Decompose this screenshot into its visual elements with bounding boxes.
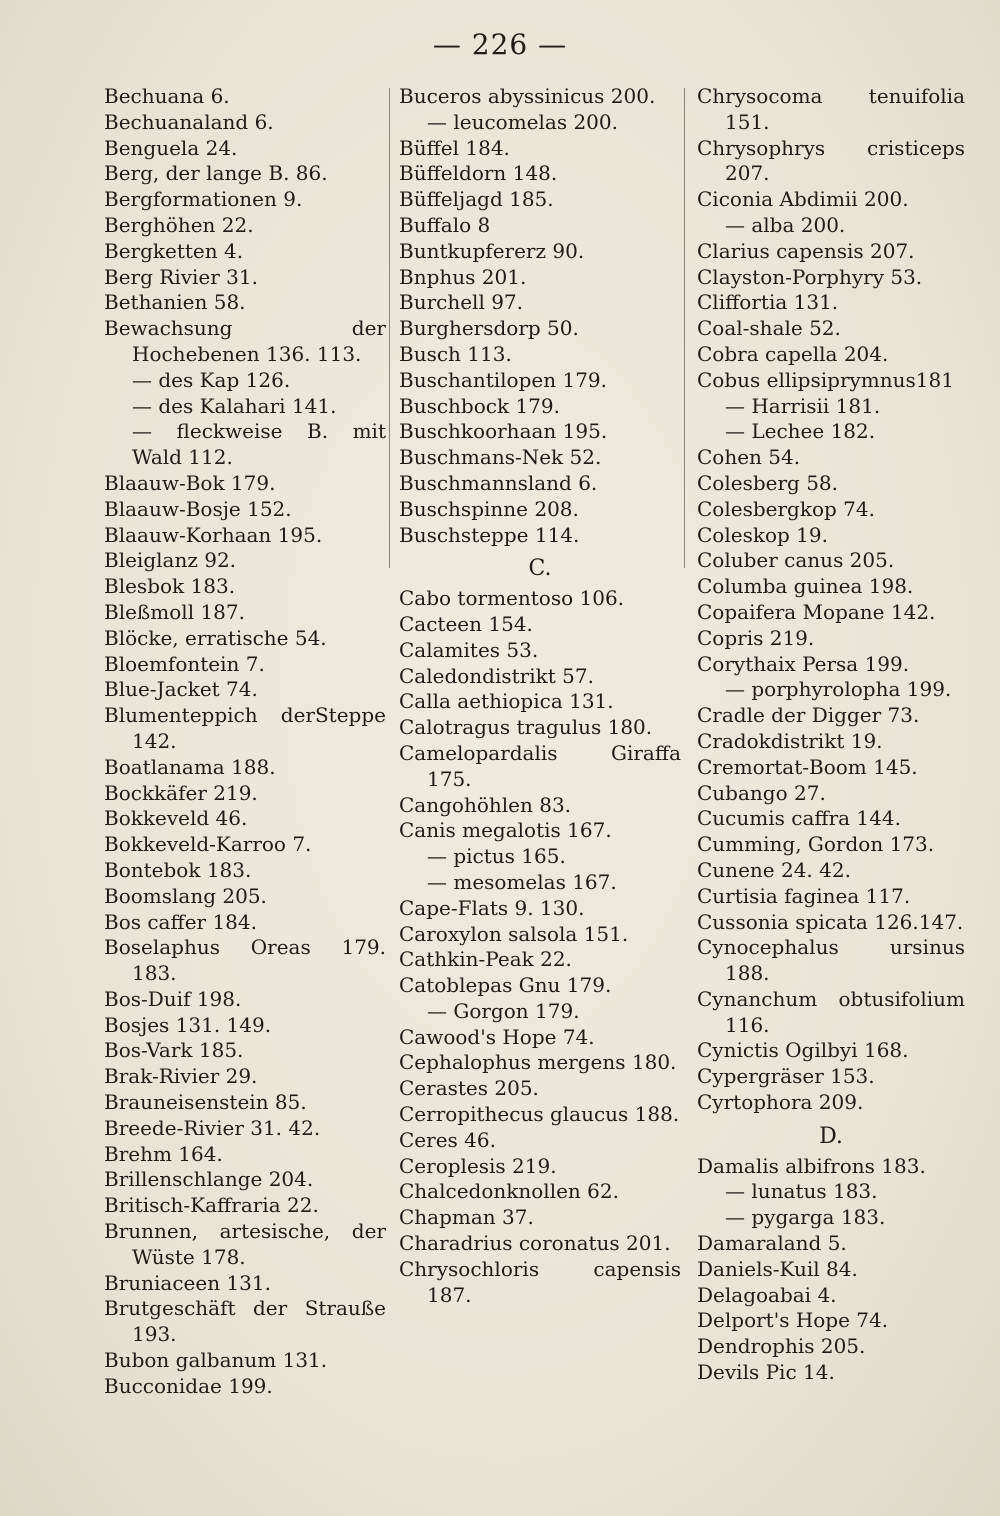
index-entry: Bleßmoll 187. — [104, 599, 245, 624]
letter-heading: C. — [528, 556, 552, 582]
index-entry: Bontebok 183. — [104, 857, 252, 882]
index-entry: Bockkäfer 219. — [104, 780, 258, 805]
index-entry: Chrysophrys cristiceps 207. — [697, 135, 965, 186]
index-entry: Cabo tormentoso 106. — [399, 586, 625, 611]
index-entry: Cyrtophora 209. — [697, 1090, 864, 1115]
index-entry: Cacteen 154. — [399, 611, 533, 636]
index-entry: Chrysocoma tenuifolia 151. — [697, 84, 965, 134]
index-entry: Bos-Duif 198. — [104, 986, 242, 1011]
index-entry: Coal-shale 52. — [697, 316, 841, 341]
index-entry: — mesomelas 167. — [427, 869, 617, 894]
index-entry: Ceres 46. — [399, 1127, 496, 1152]
index-entry: Charadrius coronatus 201. — [399, 1231, 671, 1256]
index-entry: — Lechee 182. — [725, 419, 876, 444]
index-entry: Bechuana 6. — [104, 84, 230, 108]
index-entry: Cobra capella 204. — [697, 341, 889, 366]
index-entry: Daniels-Kuil 84. — [697, 1256, 858, 1281]
index-entry: Blaauw-Bok 179. — [104, 470, 276, 495]
index-entry: Bos caffer 184. — [104, 909, 257, 934]
index-entry: Brauneisenstein 85. — [104, 1090, 307, 1115]
index-entry: Brutgeschäft der Strauße 193. — [104, 1296, 386, 1347]
index-entry: Cynanchum obtusifolium 116. — [697, 986, 965, 1037]
index-entry: — des Kap 126. — [132, 367, 291, 392]
index-entry: Devils Pic 14. — [697, 1360, 835, 1385]
index-entry: Copaifera Mopane 142. — [697, 599, 936, 624]
index-entry: Colesbergkop 74. — [697, 496, 875, 521]
index-entry: Canis megalotis 167. — [399, 818, 612, 843]
index-entry: Bethanien 58. — [104, 290, 246, 315]
index-entry: Delport's Hope 74. — [697, 1308, 889, 1333]
page-number: — 226 — — [432, 28, 568, 61]
index-entry: Cradle der Digger 73. — [697, 703, 920, 728]
index-entry: Bergketten 4. — [104, 238, 244, 263]
index-entry: Cohen 54. — [697, 445, 801, 470]
index-entry: Benguela 24. — [104, 135, 238, 160]
index-entry: Ciconia Abdimii 200. — [697, 187, 909, 212]
index-entry: Bosjes 131. 149. — [104, 1012, 272, 1037]
index-entry: Cliffortia 131. — [697, 290, 839, 315]
index-entry: Brillenschlange 204. — [104, 1167, 314, 1192]
index-entry: Blaauw-Korhaan 195. — [104, 522, 323, 547]
index-entry: Coluber canus 205. — [697, 548, 895, 573]
index-entry: Colesberg 58. — [697, 470, 839, 495]
index-entry: Bubon galbanum 131. — [104, 1348, 328, 1373]
index-entry: Brak-Rivier 29. — [104, 1064, 258, 1089]
index-entry: Burchell 97. — [399, 290, 524, 315]
index-entry: Clayston-Porphyry 53. — [697, 264, 923, 289]
index-entry: Coleskop 19. — [697, 522, 828, 547]
index-entry: Calla aethiopica 131. — [399, 689, 614, 714]
index-entry: Bloemfontein 7. — [104, 651, 265, 676]
index-entry: Boselaphus Oreas 179. 183. — [104, 935, 386, 986]
index-column-3 — [697, 84, 965, 1386]
index-entry: Calotragus tragulus 180. — [399, 715, 653, 740]
index-entry: — lunatus 183. — [725, 1179, 878, 1204]
index-entry: Cathkin-Peak 22. — [399, 947, 572, 972]
index-entry: Bokkeveld 46. — [104, 806, 248, 831]
index-entry: Caroxylon salsola 151. — [399, 921, 629, 946]
index-entry: Cangohöhlen 83. — [399, 792, 572, 817]
index-entry: Blesbok 183. — [104, 574, 236, 599]
index-entry: Buceros abyssinicus 200. — [399, 84, 656, 108]
index-entry: Calamites 53. — [399, 637, 539, 662]
index-entry: Bewachsung der Hochebenen 136. 113. — [104, 316, 386, 366]
index-entry: Chrysochloris capensis 187. — [399, 1256, 681, 1307]
index-entry: Boatlanama 188. — [104, 754, 276, 779]
index-entry: Cape-Flats 9. 130. — [399, 895, 585, 920]
index-entry: Cucumis caffra 144. — [697, 806, 901, 831]
index-entry: Damaraland 5. — [697, 1231, 847, 1256]
index-entry: Bos-Vark 185. — [104, 1038, 244, 1063]
index-entry: Breede-Rivier 31. 42. — [104, 1115, 321, 1140]
index-entry: Blue-Jacket 74. — [104, 677, 258, 702]
index-entry: Brunnen, artesische, der Wüste 178. — [104, 1219, 386, 1269]
index-entry: Buschmannsland 6. — [399, 470, 598, 495]
index-entry: Corythaix Persa 199. — [697, 651, 910, 676]
index-entry: Buffalo 8 — [399, 212, 491, 237]
index-entry: Berg, der lange B. 86. — [104, 161, 328, 186]
index-entry: — leucomelas 200. — [427, 109, 618, 134]
index-entry: Cynictis Ogilbyi 168. — [697, 1038, 909, 1063]
index-entry: Caledondistrikt 57. — [399, 663, 594, 688]
index-entry: Camelopardalis Giraffa 175. — [399, 740, 681, 791]
index-entry: Berg Rivier 31. — [104, 264, 258, 289]
index-entry: — des Kalahari 141. — [132, 393, 337, 418]
index-entry: — porphyrolopha 199. — [725, 677, 952, 702]
index-entry: Cypergräser 153. — [697, 1064, 875, 1089]
index-entry: Blöcke, erratische 54. — [104, 625, 327, 650]
index-entry: Brehm 164. — [104, 1141, 223, 1166]
index-entry: Bruniaceen 131. — [104, 1270, 271, 1295]
index-entry: Buschbock 179. — [399, 393, 560, 418]
index-entry: Chapman 37. — [399, 1205, 534, 1230]
index-entry: Berghöhen 22. — [104, 212, 254, 237]
index-entry: Cunene 24. 42. — [697, 857, 851, 882]
index-entry: Cradokdistrikt 19. — [697, 728, 883, 753]
index-entry: Cumming, Gordon 173. — [697, 832, 935, 857]
index-entry: Delagoabai 4. — [697, 1282, 837, 1307]
index-entry: Bechuanaland 6. — [104, 109, 274, 134]
index-entry: Cynocephalus ursinus 188. — [697, 935, 965, 986]
index-entry: Catoblepas Gnu 179. — [399, 973, 612, 998]
index-entry: Boomslang 205. — [104, 883, 267, 908]
index-entry: Chalcedonknollen 62. — [399, 1179, 619, 1204]
index-entry: Copris 219. — [697, 625, 815, 650]
index-entry: Buntkupfererz 90. — [399, 238, 585, 263]
index-entry: Busch 113. — [399, 341, 512, 366]
index-entry: Cobus ellipsiprymnus181 — [697, 367, 954, 392]
index-entry: Bergformationen 9. — [104, 187, 303, 212]
index-entry: Büffeldorn 148. — [399, 161, 558, 186]
index-entry: Buschantilopen 179. — [399, 367, 608, 392]
index-entry: — pygarga 183. — [725, 1205, 886, 1230]
index-entry: Cubango 27. — [697, 780, 826, 805]
column-divider — [389, 88, 390, 568]
index-entry: Blaauw-Bosje 152. — [104, 496, 292, 521]
index-column-1 — [104, 84, 386, 1400]
index-entry: Buschmans-Nek 52. — [399, 445, 602, 470]
index-entry: Bucconidae 199. — [104, 1373, 273, 1398]
index-entry: Bokkeveld-Karroo 7. — [104, 832, 312, 857]
index-entry: Clarius capensis 207. — [697, 238, 915, 263]
index-entry: Dendrophis 205. — [697, 1334, 866, 1359]
index-entry: Buschsteppe 114. — [399, 522, 580, 547]
index-entry: Columba guinea 198. — [697, 574, 914, 599]
index-entry: Cawood's Hope 74. — [399, 1024, 595, 1049]
index-entry: — alba 200. — [725, 212, 846, 237]
index-entry: Cremortat-Boom 145. — [697, 754, 918, 779]
index-entry: Cerastes 205. — [399, 1076, 539, 1101]
letter-heading: D. — [819, 1123, 843, 1149]
index-entry: — pictus 165. — [427, 844, 566, 869]
index-entry: Bnphus 201. — [399, 264, 527, 289]
index-entry: — fleckweise B. mit Wald 112. — [132, 419, 386, 470]
index-entry: Buschspinne 208. — [399, 496, 579, 521]
index-entry: Cussonia spicata 126.147. — [697, 909, 964, 934]
index-entry: Büffeljagd 185. — [399, 187, 554, 212]
index-entry: Britisch-Kaffraria 22. — [104, 1193, 319, 1218]
index-entry: Cephalophus mergens 180. — [399, 1050, 677, 1075]
index-entry: Blumenteppich derSteppe 142. — [104, 703, 386, 753]
index-entry: Ceroplesis 219. — [399, 1153, 557, 1178]
index-entry: Büffel 184. — [399, 135, 510, 160]
index-entry: Buschkoorhaan 195. — [399, 419, 608, 444]
index-column-2 — [399, 84, 681, 1308]
index-entry: Bleiglanz 92. — [104, 548, 237, 573]
column-divider — [684, 88, 685, 568]
index-entry: — Gorgon 179. — [427, 998, 580, 1023]
index-entry: Damalis albifrons 183. — [697, 1153, 926, 1178]
index-entry: Curtisia faginea 117. — [697, 883, 911, 908]
index-entry: Burghersdorp 50. — [399, 316, 579, 341]
index-entry: Cerropithecus glaucus 188. — [399, 1102, 680, 1127]
index-entry: — Harrisii 181. — [725, 393, 881, 418]
